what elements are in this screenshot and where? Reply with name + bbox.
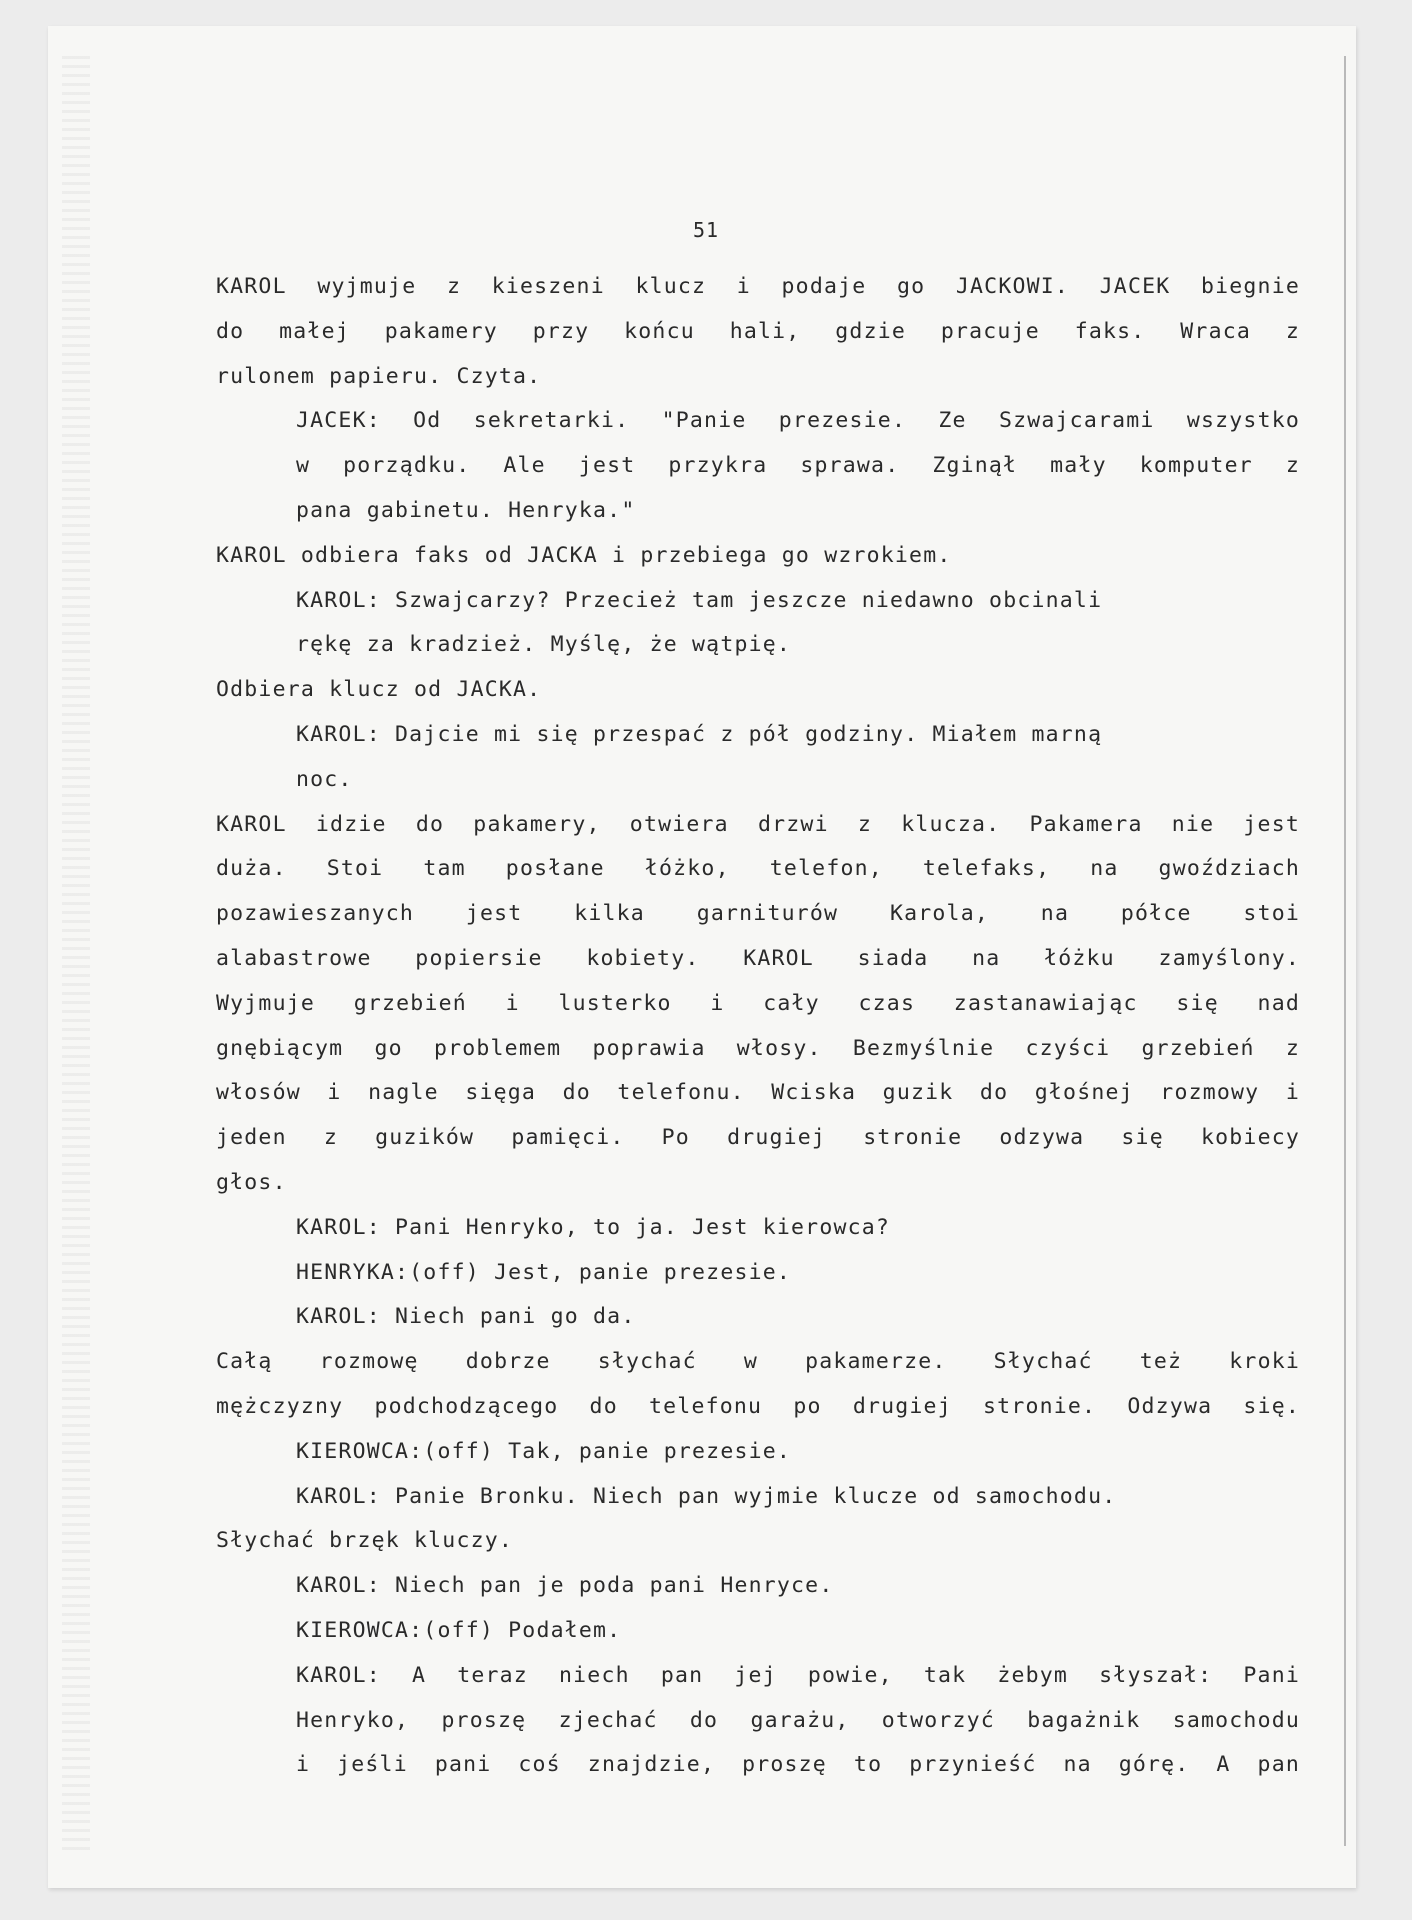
text-line: KAROL: A teraz niech pan jej powie, tak żebym słyszał: Pani — [296, 1662, 1300, 1688]
text-line: noc. — [296, 766, 353, 792]
text-line: KAROL: Panie Bronku. Niech pan wyjmie klucze od samochodu. — [296, 1483, 1117, 1509]
text-line: jeden z guzików pamięci. Po drugiej stronie odzywa się kobiecy — [216, 1125, 1300, 1151]
text-line: gnębiącym go problemem poprawia włosy. Bezmyślnie czyści grzebień z — [216, 1035, 1300, 1061]
text-line: Henryko, proszę zjechać do garażu, otworzyć bagażnik samochodu — [296, 1707, 1300, 1733]
page-number: 51 — [692, 218, 720, 242]
text-line: KAROL: Niech pani go da. — [296, 1304, 636, 1330]
text-line: JACEK: Od sekretarki. "Panie prezesie. Ze Szwajcarami wszystko — [296, 408, 1300, 434]
page-edge-line — [1344, 56, 1346, 1846]
text-line: Całą rozmowę dobrze słychać w pakamerze. Słychać też kroki — [216, 1349, 1300, 1375]
text-line: KIEROWCA:(off) Podałem. — [296, 1617, 622, 1643]
text-line: KAROL: Szwajcarzy? Przecież tam jeszcze niedawno obcinali — [296, 587, 1103, 613]
text-line: KAROL idzie do pakamery, otwiera drzwi z klucza. Pakamera nie jest — [216, 811, 1300, 837]
script-text-block — [216, 272, 1300, 1795]
text-line: pozawieszanych jest kilka garniturów Karola, na półce stoi — [216, 901, 1300, 927]
text-line: rulonem papieru. Czyta. — [216, 363, 542, 389]
text-line: i jeśli pani coś znajdzie, proszę to przynieść na górę. A pan — [296, 1752, 1300, 1778]
text-line: KAROL: Dajcie mi się przespać z pół godziny. Miałem marną — [296, 721, 1103, 747]
text-line: Słychać brzęk kluczy. — [216, 1528, 514, 1554]
text-line: Wyjmuje grzebień i lusterko i cały czas zastanawiając się nad — [216, 990, 1300, 1016]
text-line: mężczyzny podchodzącego do telefonu po drugiej stronie. Odzywa się. — [216, 1393, 1300, 1419]
text-line: głos. — [216, 1169, 287, 1195]
text-line: do małej pakamery przy końcu hali, gdzie pracuje faks. Wraca z — [216, 318, 1300, 344]
text-line: włosów i nagle sięga do telefonu. Wciska guzik do głośnej rozmowy i — [216, 1080, 1300, 1106]
text-line: rękę za kradzież. Myślę, że wątpię. — [296, 632, 792, 658]
text-line: KAROL: Pani Henryko, to ja. Jest kierowca? — [296, 1214, 891, 1240]
text-line: KIEROWCA:(off) Tak, panie prezesie. — [296, 1438, 792, 1464]
text-line: w porządku. Ale jest przykra sprawa. Zginął mały komputer z — [296, 453, 1300, 479]
text-line: KAROL wyjmuje z kieszeni klucz i podaje go JACKOWI. JACEK biegnie — [216, 274, 1300, 299]
text-line: KAROL: Niech pan je poda pani Henryce. — [296, 1573, 834, 1599]
scan-edge-smudge — [62, 56, 90, 1856]
text-line: pana gabinetu. Henryka." — [296, 497, 636, 523]
text-line: HENRYKA:(off) Jest, panie prezesie. — [296, 1259, 792, 1285]
text-line: KAROL odbiera faks od JACKA i przebiega go wzrokiem. — [216, 542, 952, 568]
text-line: alabastrowe popiersie kobiety. KAROL siada na łóżku zamyślony. — [216, 945, 1300, 971]
text-line: duża. Stoi tam posłane łóżko, telefon, telefaks, na gwoździach — [216, 856, 1300, 882]
text-line: Odbiera klucz od JACKA. — [216, 677, 542, 703]
